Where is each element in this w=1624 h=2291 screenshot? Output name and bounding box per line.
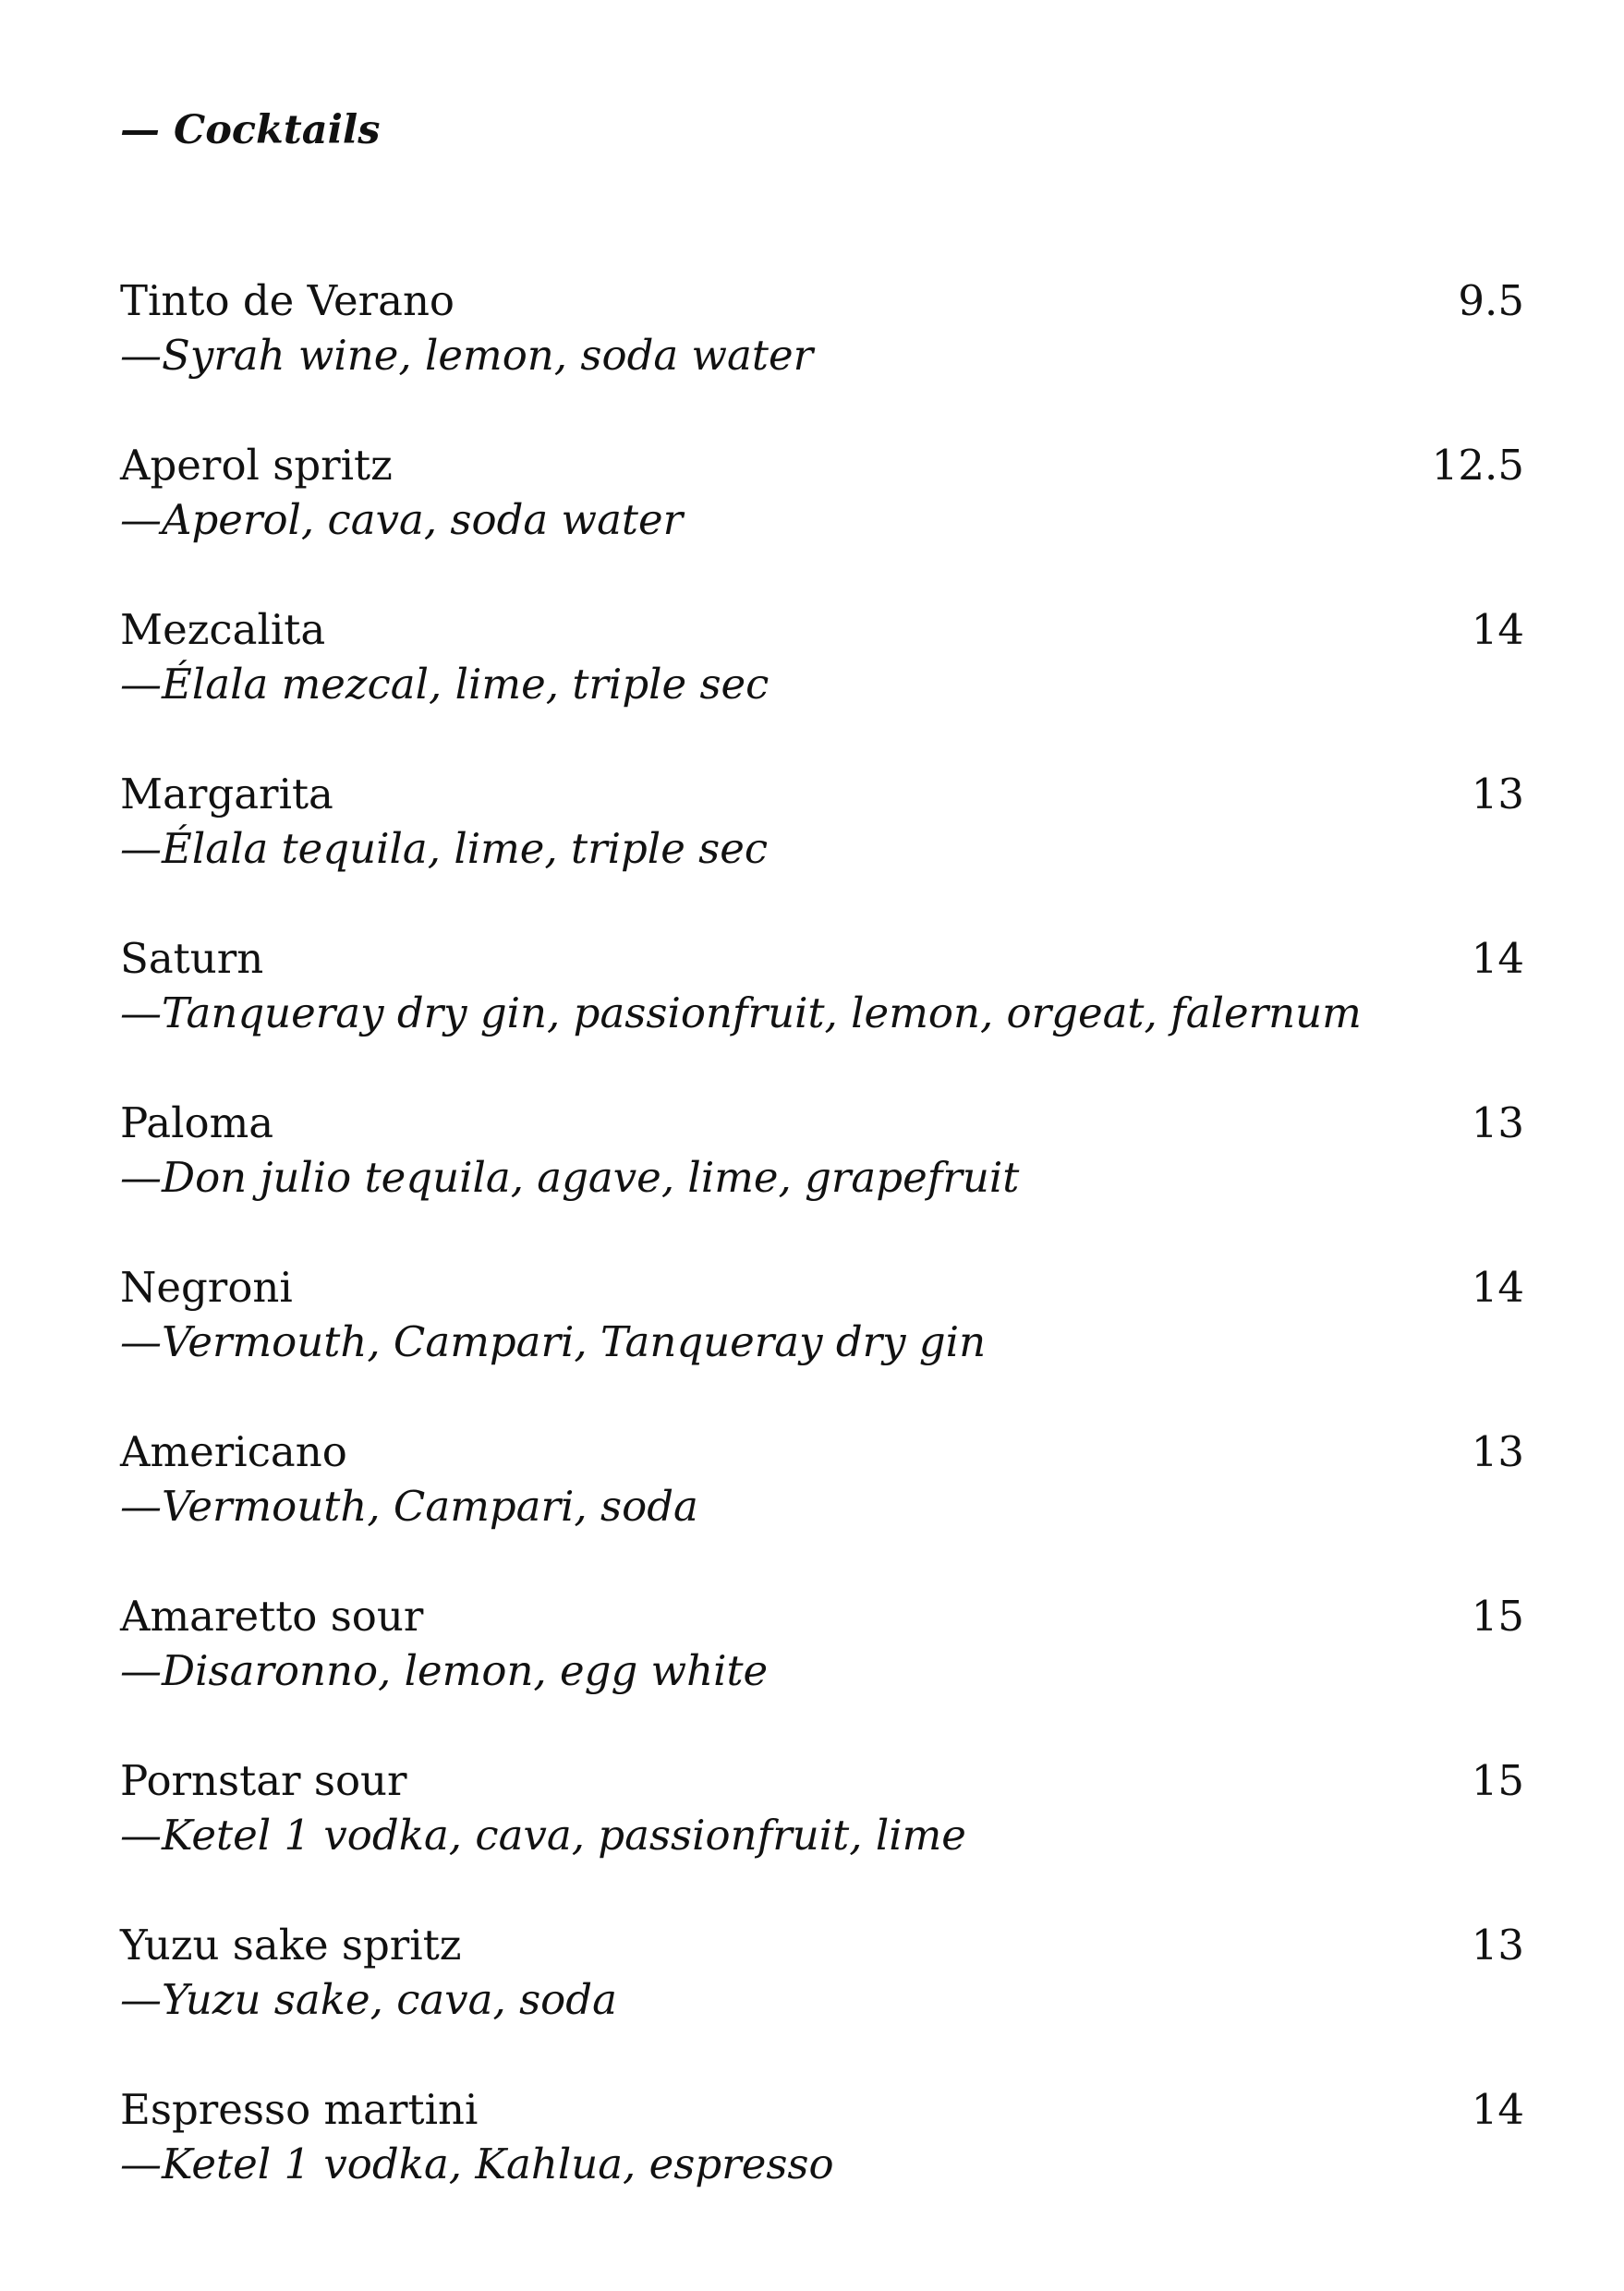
item-price: 14 xyxy=(1471,2085,1524,2134)
menu-item xyxy=(120,438,1524,602)
item-description: —Ketel 1 vodka, Kahlua, espresso xyxy=(120,2139,834,2188)
item-description: —Élala mezcal, lime, triple sec xyxy=(120,660,770,709)
item-description: —Aperol, cava, soda water xyxy=(120,495,684,544)
item-name: Margarita xyxy=(120,770,333,818)
item-name: Aperol spritz xyxy=(120,441,393,490)
item-price: 13 xyxy=(1471,770,1524,818)
cocktail-list xyxy=(120,273,1524,2247)
item-name: Americano xyxy=(120,1427,347,1476)
item-description: —Tanqueray dry gin, passionfruit, lemon, orgeat, falernum xyxy=(120,988,1362,1037)
menu-item xyxy=(120,1424,1524,1589)
item-description: —Disaronno, lemon, egg white xyxy=(120,1646,769,1695)
item-description: —Vermouth, Campari, Tanqueray dry gin xyxy=(120,1317,987,1366)
menu-item xyxy=(120,931,1524,1096)
menu-item xyxy=(120,1260,1524,1424)
item-price: 14 xyxy=(1471,1263,1524,1312)
item-name: Negroni xyxy=(120,1263,293,1312)
item-price: 14 xyxy=(1471,605,1524,654)
item-name: Paloma xyxy=(120,1098,274,1147)
item-description: —Don julio tequila, agave, lime, grapefruit xyxy=(120,1153,1020,1202)
item-description: —Syrah wine, lemon, soda water xyxy=(120,331,814,380)
menu-item xyxy=(120,1918,1524,2082)
item-name: Amaretto sour xyxy=(120,1592,424,1641)
menu-item xyxy=(120,1753,1524,1918)
menu-item xyxy=(120,1589,1524,1753)
item-name: Pornstar sour xyxy=(120,1756,407,1805)
item-price: 13 xyxy=(1471,1427,1524,1476)
item-description: —Élala tequila, lime, triple sec xyxy=(120,824,769,873)
item-price: 13 xyxy=(1471,1921,1524,1970)
item-price: 14 xyxy=(1471,934,1524,983)
item-description: —Yuzu sake, cava, soda xyxy=(120,1975,617,2024)
section-heading: — Cocktails xyxy=(120,107,381,153)
menu-item xyxy=(120,273,1524,438)
item-description: —Vermouth, Campari, soda xyxy=(120,1482,698,1531)
item-price: 15 xyxy=(1471,1592,1524,1641)
item-name: Espresso martini xyxy=(120,2085,479,2134)
item-name: Saturn xyxy=(120,934,264,983)
item-price: 15 xyxy=(1471,1756,1524,1805)
menu-item xyxy=(120,1096,1524,1260)
menu-item xyxy=(120,602,1524,767)
item-name: Mezcalita xyxy=(120,605,326,654)
item-price: 12.5 xyxy=(1431,441,1524,490)
item-description: —Ketel 1 vodka, cava, passionfruit, lime xyxy=(120,1811,966,1860)
item-price: 9.5 xyxy=(1458,276,1524,325)
menu-item xyxy=(120,2082,1524,2247)
item-name: Tinto de Verano xyxy=(120,276,455,325)
item-name: Yuzu sake spritz xyxy=(120,1921,462,1970)
menu-item xyxy=(120,767,1524,931)
item-price: 13 xyxy=(1471,1098,1524,1147)
